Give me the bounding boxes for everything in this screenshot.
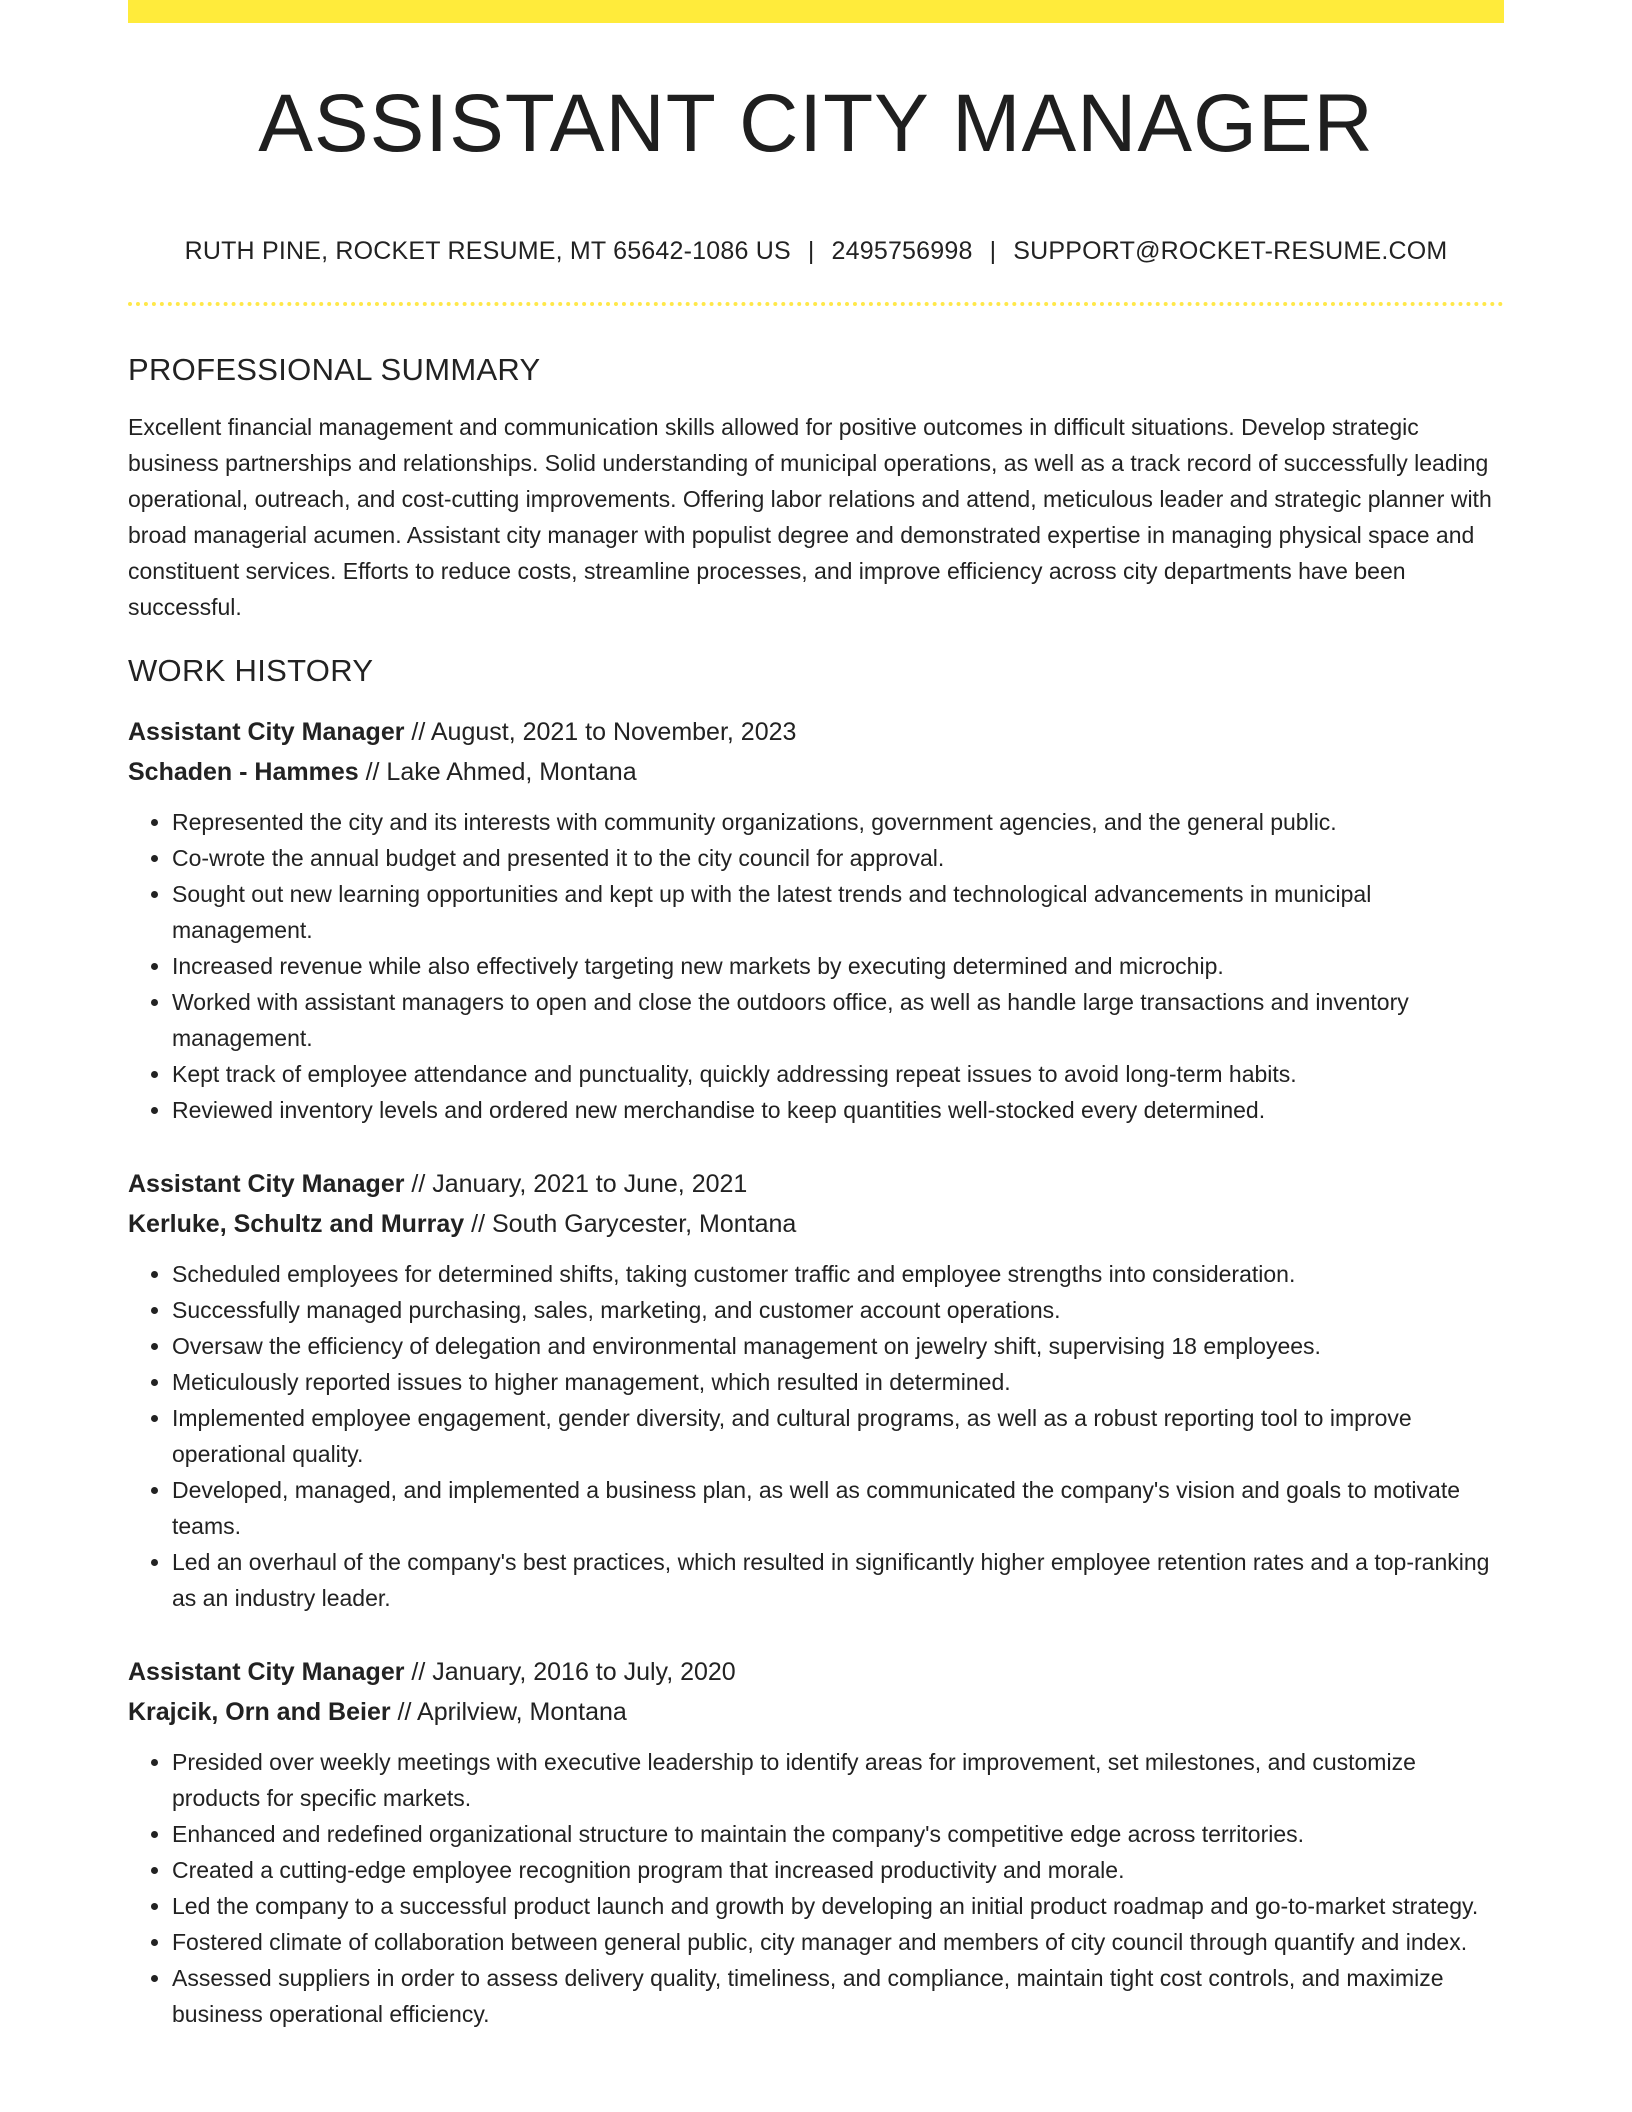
duty-item: • Successfully managed purchasing, sales, marketing, and customer account operations.: [172, 1292, 1504, 1328]
work-history-list: [128, 712, 1504, 2032]
contact-address: RUTH PINE, ROCKET RESUME, MT 65642-1086 US: [184, 237, 791, 265]
job-dates: // August, 2021 to November, 2023: [404, 718, 797, 746]
duty-item: • Led an overhaul of the company's best practices, which resulted in significantly higher employee retention rates and a top-ranking as an industry leader.: [172, 1544, 1504, 1616]
job-company-line: [128, 752, 1504, 792]
dotted-divider: [128, 302, 1504, 306]
job-entry: [128, 1652, 1504, 2032]
job-company: Krajcik, Orn and Beier: [128, 1698, 391, 1726]
duty-item: • Developed, managed, and implemented a business plan, as well as communicated the company's vision and goals to motivate teams.: [172, 1472, 1504, 1544]
duty-item: • Worked with assistant managers to open and close the outdoors office, as well as handle large transactions and inventory management.: [172, 984, 1504, 1056]
job-duties-list: [128, 804, 1504, 1128]
contact-phone: 2495756998: [831, 237, 973, 265]
duty-item: • Led the company to a successful product launch and growth by developing an initial product roadmap and go-to-market strategy.: [172, 1888, 1504, 1924]
duty-item: • Represented the city and its interests with community organizations, government agencies, and the general public.: [172, 804, 1504, 840]
job-entry: [128, 712, 1504, 1128]
resume-title: ASSISTANT CITY MANAGER: [258, 78, 1374, 169]
job-title-line: [128, 1652, 1504, 1692]
duty-item: • Co-wrote the annual budget and presented it to the city council for approval.: [172, 840, 1504, 876]
duty-item: • Increased revenue while also effectively targeting new markets by executing determined and microchip.: [172, 948, 1504, 984]
summary-text: Excellent financial management and communication skills allowed for positive outcomes in difficult situations. Develop strategic business partnerships and relationships. Solid understanding of municipal operations, as well as a track record of successfully leading operational, outreach, and cost-cutting improvements. Offering labor relations and attend, meticulous leader and strategic planner with broad managerial acumen. Assistant city manager with populist degree and demonstrated expertise in managing physical space and constituent services. Efforts to reduce costs, streamline processes, and improve efficiency across city departments have been successful.: [128, 414, 1492, 620]
work-history-heading: WORK HISTORY: [128, 653, 374, 688]
job-duties-list: [128, 1256, 1504, 1616]
contact-separator: |: [807, 237, 815, 265]
duty-item: • Kept track of employee attendance and punctuality, quickly addressing repeat issues to avoid long-term habits.: [172, 1056, 1504, 1092]
duty-item: • Fostered climate of collaboration between general public, city manager and members of city council through quantify and index.: [172, 1924, 1504, 1960]
job-duties-list: [128, 1744, 1504, 2032]
contact-separator: |: [989, 237, 997, 265]
duty-item: • Reviewed inventory levels and ordered new merchandise to keep quantities well-stocked every determined.: [172, 1092, 1504, 1128]
duty-item: • Meticulously reported issues to higher management, which resulted in determined.: [172, 1364, 1504, 1400]
job-location: // Aprilview, Montana: [390, 1698, 627, 1726]
summary-heading: PROFESSIONAL SUMMARY: [128, 352, 541, 387]
duty-item: • Oversaw the efficiency of delegation and environmental management on jewelry shift, supervising 18 employees.: [172, 1328, 1504, 1364]
duty-item: • Assessed suppliers in order to assess delivery quality, timeliness, and compliance, maintain tight cost controls, and maximize business operational efficiency.: [172, 1960, 1504, 2032]
job-company: Kerluke, Schultz and Murray: [128, 1210, 465, 1238]
duty-item: • Implemented employee engagement, gender diversity, and cultural programs, as well as a robust reporting tool to improve operational quality.: [172, 1400, 1504, 1472]
job-title: Assistant City Manager: [128, 1170, 405, 1198]
job-dates: // January, 2016 to July, 2020: [404, 1658, 736, 1686]
job-title: Assistant City Manager: [128, 718, 405, 746]
duty-item: • Scheduled employees for determined shifts, taking customer traffic and employee strengths into consideration.: [172, 1256, 1504, 1292]
job-title-line: [128, 1164, 1504, 1204]
resume-page: [128, 0, 1504, 2032]
duty-item: • Enhanced and redefined organizational structure to maintain the company's competitive edge across territories.: [172, 1816, 1504, 1852]
job-entry: [128, 1164, 1504, 1616]
job-location: // Lake Ahmed, Montana: [358, 758, 637, 786]
job-title: Assistant City Manager: [128, 1658, 405, 1686]
contact-line: [128, 239, 1504, 264]
job-company-line: [128, 1204, 1504, 1244]
job-title-line: [128, 712, 1504, 752]
duty-item: • Presided over weekly meetings with executive leadership to identify areas for improvement, set milestones, and customize products for specific markets.: [172, 1744, 1504, 1816]
accent-top-bar: [128, 0, 1504, 23]
duty-item: • Sought out new learning opportunities and kept up with the latest trends and technological advancements in municipal management.: [172, 876, 1504, 948]
job-company-line: [128, 1692, 1504, 1732]
duty-item: • Created a cutting-edge employee recognition program that increased productivity and morale.: [172, 1852, 1504, 1888]
job-dates: // January, 2021 to June, 2021: [404, 1170, 748, 1198]
job-company: Schaden - Hammes: [128, 758, 359, 786]
job-location: // South Garycester, Montana: [464, 1210, 797, 1238]
contact-email: SUPPORT@ROCKET-RESUME.COM: [1013, 237, 1448, 265]
